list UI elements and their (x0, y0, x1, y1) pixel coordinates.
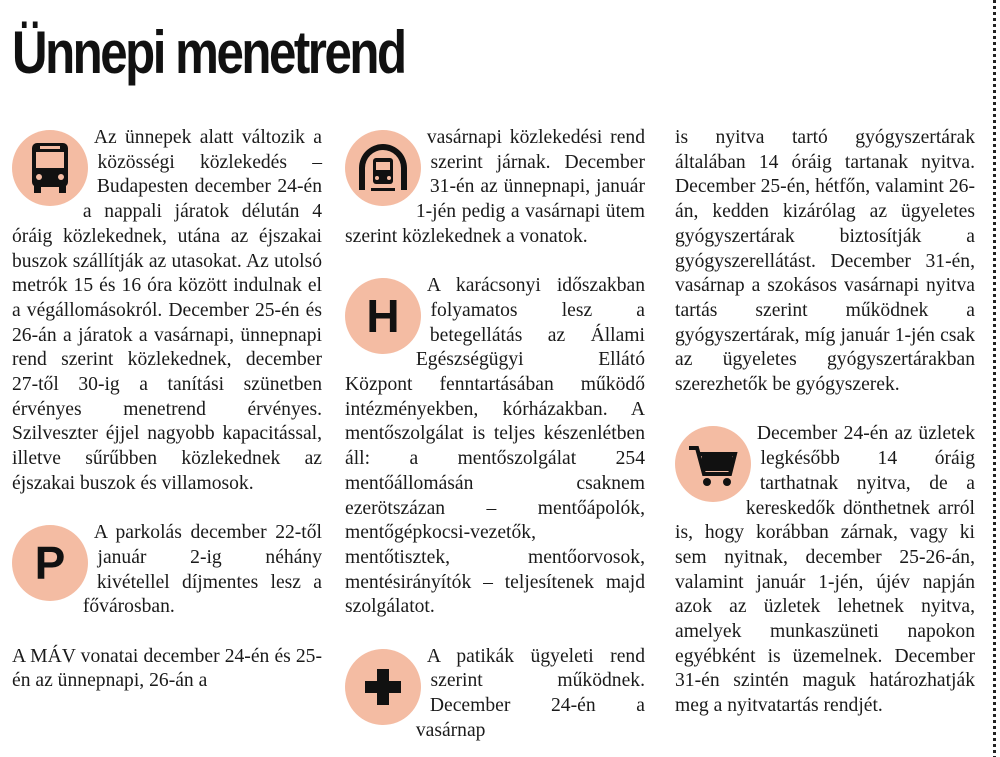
shops-paragraph: December 24-én az üzletek legkésőbb 14 óráig tarthatnak nyitva, de a kereskedők dönthetnek arról is, hogy korábban zárnak, vagy ki sem nyitnak, december 25-26-án, valamint január 1-jén, újév napján azok az üzletek lehetnek nyitva, amelyek munkaszüneti napokon egyébként is üzemelnek. December 31-én szintén maguk határozhatják meg a nyitvatartás rendjét. (675, 423, 975, 717)
pharmacy-paragraph-cont: is nyitva tartó gyógyszertárak általában 14 óráig tartanak nyitva. December 25-én, hétfőn, valamint 26-án, kedden kizárólag az ügyeletes gyógyszertárak biztosítják a gyógyszerellátást. December 31-én, vasárnap a szokásos vasárnapi nyitva tartás szerint működnek a gyógyszertárak, míg január 1-jén csak az ügyeletes gyógyszertárakban szerezhetők be gyógyszerek. (675, 127, 975, 396)
page-title: Ünnepi menetrend (12, 19, 405, 86)
train-paragraph-cont: vasárnapi közlekedési rend szerint járnak. December 31-én az ünnepnapi, január 1-jén pedig a vasárnapi ütem szerint közlekednek a vonatok. (345, 127, 645, 247)
train-tunnel-icon (345, 130, 421, 206)
bus-icon (12, 130, 88, 206)
dotted-divider (993, 0, 996, 757)
parking-p-icon (12, 525, 88, 601)
shopping-cart-icon (675, 426, 751, 502)
pharmacy-paragraph-start: A patikák ügyeleti rend szerint működnek. December 24-én a vasárnap (415, 645, 645, 741)
parking-letter: P (34, 537, 66, 590)
column-3 (675, 126, 975, 719)
column-1 (12, 126, 322, 694)
hospital-letter: H (366, 290, 400, 343)
hospital-h-icon (345, 278, 421, 354)
train-paragraph-start: A MÁV vonatai december 24-én és 25-én az ünnepnapi, 26-án a (12, 645, 322, 692)
transport-paragraph: Az ünnepek alatt változik a közösségi közlekedés – Budapesten december 24-én a nappali járatok délután 4 óráig közlekednek, utána az éjszakai buszok szállítják az utasokat. Az utolsó metrók 15 és 16 óra között indulnak el a végállomásokról. December 25-én és 26-án a járatok a vasárnapi, ünnepnapi rend szerint közlekednek, december 27-től 30-ig a tanítási szünetben érvényes menetrend érvényes. Szilveszter éjjel nagyobb kapacitással, illetve sűrűbben közlekednek az éjszakai buszok és villamosok. (12, 127, 322, 494)
column-2 (345, 126, 645, 744)
parking-paragraph: A parkolás december 22-től január 2-ig néhány kivétellel díjmentes lesz a fővárosban. (82, 522, 322, 618)
pharmacy-cross-icon (345, 649, 421, 725)
health-paragraph: A karácsonyi időszakban folyamatos lesz a betegellátás az Állami Egészségügyi Ellátó Központ fenntartásában működő intézményekben, kórházakban. A mentőszolgálat is teljes készenlétben áll: a mentőszolgálat 254 mentőállomásán csaknem ezerötszázan – mentőápolók, mentőgépkocsi-vezetők, mentőtisztek, mentőorvosok, mentésirányítók – teljesítenek majd szolgálatot. (345, 275, 645, 618)
